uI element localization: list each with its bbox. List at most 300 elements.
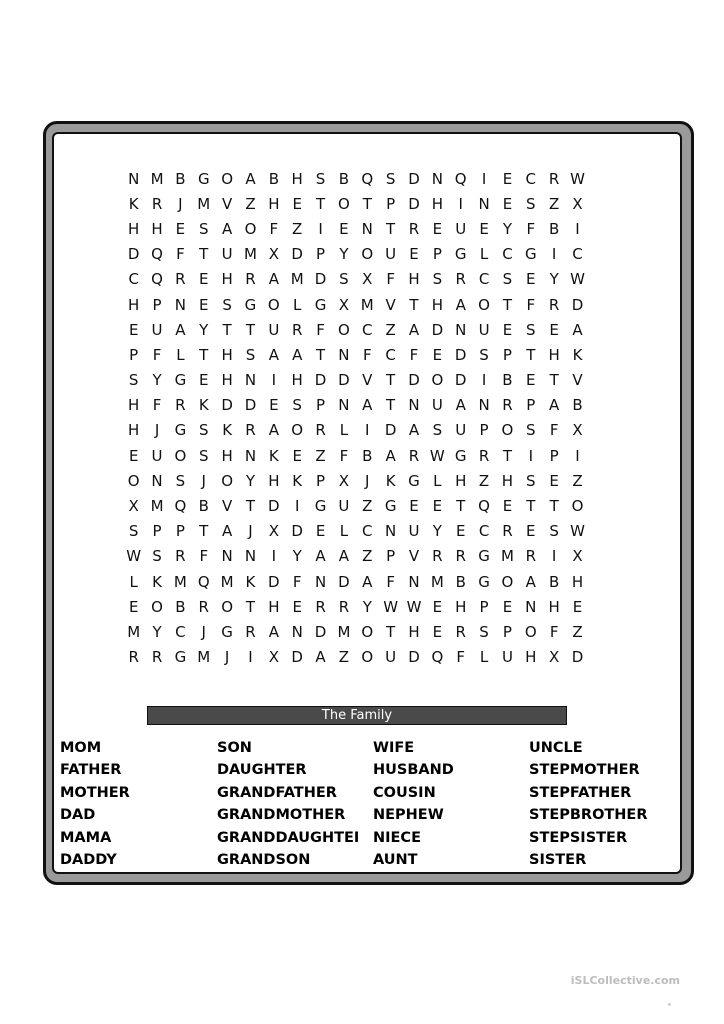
grid-letter[interactable]: G (478, 572, 490, 591)
grid-letter[interactable]: E (199, 270, 209, 289)
grid-letter[interactable]: Q (454, 169, 467, 188)
grid-letter[interactable]: Z (572, 622, 583, 641)
grid-letter[interactable]: N (314, 572, 327, 591)
grid-letter[interactable]: D (454, 371, 467, 390)
grid-letter[interactable]: M (290, 270, 304, 289)
grid-letter[interactable]: D (268, 572, 280, 591)
grid-letter[interactable]: H (548, 597, 560, 616)
grid-letter[interactable]: G (314, 295, 327, 314)
grid-letter[interactable]: E (292, 194, 302, 213)
grid-letter[interactable]: Y (292, 547, 302, 566)
grid-letter[interactable]: B (549, 572, 560, 591)
grid-letter[interactable]: J (365, 471, 370, 490)
grid-letter[interactable]: P (502, 345, 512, 364)
grid-letter[interactable]: N (385, 522, 397, 541)
grid-letter[interactable]: A (338, 547, 350, 566)
grid-letter[interactable]: X (572, 194, 583, 213)
grid-letter[interactable]: R (408, 219, 420, 238)
grid-letter[interactable]: D (408, 648, 420, 667)
grid-letter[interactable]: C (385, 345, 396, 364)
grid-letter[interactable]: S (526, 194, 536, 213)
grid-letter[interactable]: S (175, 471, 186, 490)
grid-letter[interactable]: H (128, 219, 140, 238)
grid-letter[interactable]: R (408, 446, 420, 465)
grid-letter[interactable]: Y (245, 471, 256, 490)
grid-letter[interactable]: A (315, 547, 326, 566)
grid-letter[interactable]: F (386, 270, 395, 289)
grid-letter[interactable]: F (549, 421, 559, 440)
grid-letter[interactable]: U (455, 421, 467, 440)
grid-letter[interactable]: E (479, 219, 489, 238)
grid-letter[interactable]: G (174, 421, 187, 440)
grid-letter[interactable]: O (291, 421, 304, 440)
grid-letter[interactable]: U (221, 245, 233, 264)
grid-letter[interactable]: T (386, 219, 396, 238)
grid-letter[interactable]: E (526, 270, 536, 289)
grid-letter[interactable]: M (150, 497, 164, 516)
grid-letter[interactable]: D (314, 270, 327, 289)
grid-letter[interactable]: T (245, 497, 256, 516)
grid-letter[interactable]: H (455, 471, 467, 490)
grid-letter[interactable]: X (572, 547, 583, 566)
grid-letter[interactable]: F (526, 219, 536, 238)
grid-letter[interactable]: R (245, 270, 256, 289)
grid-letter[interactable]: P (316, 471, 326, 490)
grid-letter[interactable]: P (129, 345, 139, 364)
grid-letter[interactable]: D (291, 522, 303, 541)
grid-letter[interactable]: N (478, 396, 490, 415)
grid-letter[interactable]: R (151, 648, 163, 667)
grid-letter[interactable]: S (198, 219, 209, 238)
grid-letter[interactable]: R (478, 446, 490, 465)
grid-letter[interactable]: R (525, 547, 536, 566)
grid-letter[interactable]: T (386, 622, 396, 641)
grid-letter[interactable]: R (502, 396, 513, 415)
grid-letter[interactable]: K (222, 421, 233, 440)
grid-letter[interactable]: I (481, 371, 487, 390)
grid-letter[interactable]: F (199, 547, 209, 566)
grid-letter[interactable]: J (248, 522, 253, 541)
grid-letter[interactable]: D (408, 371, 420, 390)
grid-letter[interactable]: H (268, 471, 280, 490)
grid-letter[interactable]: K (385, 471, 396, 490)
grid-letter[interactable]: R (315, 597, 326, 616)
grid-letter[interactable]: N (128, 169, 140, 188)
grid-letter[interactable]: X (338, 471, 350, 490)
grid-letter[interactable]: G (408, 471, 420, 490)
grid-letter[interactable]: R (175, 547, 186, 566)
grid-letter[interactable]: N (408, 396, 420, 415)
grid-letter[interactable]: A (408, 320, 420, 339)
grid-letter[interactable]: F (339, 446, 349, 465)
grid-letter[interactable]: B (455, 572, 466, 591)
grid-letter[interactable]: S (526, 320, 536, 339)
grid-letter[interactable]: O (501, 572, 514, 591)
grid-letter[interactable]: H (431, 194, 443, 213)
grid-letter[interactable]: E (409, 245, 419, 264)
grid-letter[interactable]: F (176, 245, 185, 264)
grid-letter[interactable]: P (526, 396, 536, 415)
grid-letter[interactable]: S (526, 421, 536, 440)
grid-letter[interactable]: H (291, 371, 303, 390)
grid-letter[interactable]: R (245, 421, 256, 440)
grid-letter[interactable]: K (292, 471, 303, 490)
grid-letter[interactable]: C (478, 522, 490, 541)
grid-letter[interactable]: T (502, 446, 513, 465)
grid-letter[interactable]: K (152, 572, 162, 591)
grid-letter[interactable]: A (362, 572, 373, 591)
grid-letter[interactable]: F (152, 345, 162, 364)
grid-letter[interactable]: Q (361, 169, 374, 188)
grid-letter[interactable]: E (128, 597, 139, 616)
grid-letter[interactable]: T (222, 320, 232, 339)
grid-letter[interactable]: T (526, 497, 536, 516)
grid-letter[interactable]: N (455, 320, 467, 339)
grid-letter[interactable]: S (479, 345, 489, 364)
grid-letter[interactable]: Y (152, 371, 162, 390)
grid-letter[interactable]: Y (339, 245, 349, 264)
grid-letter[interactable]: T (315, 345, 326, 364)
grid-letter[interactable]: V (221, 194, 233, 213)
grid-letter[interactable]: B (198, 497, 209, 516)
grid-letter[interactable]: X (572, 421, 583, 440)
grid-letter[interactable]: A (245, 169, 256, 188)
grid-letter[interactable]: O (221, 471, 234, 490)
grid-letter[interactable]: B (338, 169, 350, 188)
grid-letter[interactable]: N (338, 345, 350, 364)
grid-letter[interactable]: M (360, 295, 374, 314)
grid-letter[interactable]: V (221, 497, 233, 516)
grid-letter[interactable]: E (502, 320, 513, 339)
grid-letter[interactable]: Y (549, 270, 559, 289)
grid-letter[interactable]: T (526, 345, 536, 364)
grid-letter[interactable]: O (338, 320, 350, 339)
grid-letter[interactable]: F (386, 572, 395, 591)
grid-letter[interactable]: S (479, 622, 489, 641)
grid-letter[interactable]: N (525, 597, 537, 616)
grid-letter[interactable]: G (221, 622, 233, 641)
grid-letter[interactable]: K (198, 396, 209, 415)
grid-letter[interactable]: G (244, 295, 257, 314)
grid-letter[interactable]: X (362, 270, 373, 289)
grid-letter[interactable]: G (454, 245, 467, 264)
grid-letter[interactable]: H (268, 597, 280, 616)
grid-letter[interactable]: G (314, 497, 327, 516)
grid-letter[interactable]: A (268, 270, 279, 289)
grid-letter[interactable]: Z (362, 497, 373, 516)
grid-letter[interactable]: E (409, 497, 419, 516)
grid-letter[interactable]: S (549, 522, 559, 541)
grid-letter[interactable]: D (244, 396, 257, 415)
grid-letter[interactable]: P (386, 194, 396, 213)
grid-letter[interactable]: R (151, 194, 163, 213)
grid-letter[interactable]: P (502, 622, 512, 641)
grid-letter[interactable]: C (362, 320, 373, 339)
grid-letter[interactable]: Y (362, 597, 372, 616)
grid-letter[interactable]: H (408, 622, 420, 641)
grid-letter[interactable]: W (570, 169, 585, 188)
grid-letter[interactable]: E (549, 471, 559, 490)
grid-letter[interactable]: E (502, 597, 513, 616)
grid-letter[interactable]: S (292, 396, 302, 415)
grid-letter[interactable]: T (549, 497, 559, 516)
grid-letter[interactable]: H (221, 270, 233, 289)
grid-letter[interactable]: X (268, 245, 279, 264)
grid-letter[interactable]: T (315, 194, 326, 213)
grid-letter[interactable]: N (361, 219, 373, 238)
grid-letter[interactable]: I (248, 648, 253, 667)
grid-letter[interactable]: M (197, 194, 211, 213)
grid-letter[interactable]: S (198, 421, 209, 440)
grid-letter[interactable]: E (315, 522, 326, 541)
grid-letter[interactable]: Z (315, 446, 326, 465)
grid-letter[interactable]: U (385, 648, 397, 667)
grid-letter[interactable]: S (198, 446, 209, 465)
grid-letter[interactable]: K (268, 446, 279, 465)
grid-letter[interactable]: M (197, 648, 211, 667)
grid-letter[interactable]: O (267, 295, 280, 314)
grid-letter[interactable]: R (198, 597, 209, 616)
grid-letter[interactable]: R (455, 622, 466, 641)
grid-letter[interactable]: I (458, 194, 463, 213)
grid-letter[interactable]: X (549, 648, 560, 667)
grid-letter[interactable]: J (201, 622, 206, 641)
grid-letter[interactable]: L (479, 245, 489, 264)
grid-letter[interactable]: B (175, 597, 186, 616)
grid-letter[interactable]: D (338, 572, 350, 591)
grid-letter[interactable]: Y (199, 320, 209, 339)
grid-letter[interactable]: H (128, 396, 140, 415)
grid-letter[interactable]: M (430, 572, 444, 591)
grid-letter[interactable]: F (456, 648, 466, 667)
grid-letter[interactable]: Y (152, 622, 162, 641)
grid-letter[interactable]: Z (245, 194, 256, 213)
grid-letter[interactable]: E (432, 622, 443, 641)
grid-letter[interactable]: A (221, 522, 233, 541)
grid-letter[interactable]: H (221, 446, 233, 465)
grid-letter[interactable]: F (549, 622, 559, 641)
grid-letter[interactable]: A (362, 396, 373, 415)
grid-letter[interactable]: E (526, 371, 536, 390)
grid-letter[interactable]: T (245, 320, 256, 339)
grid-letter[interactable]: H (571, 572, 584, 591)
grid-letter[interactable]: I (294, 497, 300, 516)
grid-letter[interactable]: G (197, 169, 210, 188)
grid-letter[interactable]: L (433, 471, 442, 490)
grid-letter[interactable]: W (570, 270, 585, 289)
grid-letter[interactable]: P (316, 245, 326, 264)
grid-letter[interactable]: S (128, 371, 139, 390)
grid-letter[interactable]: Q (151, 270, 163, 289)
grid-letter[interactable]: D (571, 295, 584, 314)
grid-letter[interactable]: W (126, 547, 142, 566)
grid-letter[interactable]: G (384, 497, 397, 516)
grid-letter[interactable]: O (431, 371, 444, 390)
grid-letter[interactable]: E (502, 194, 513, 213)
grid-letter[interactable]: A (268, 345, 279, 364)
grid-letter[interactable]: T (502, 295, 513, 314)
grid-letter[interactable]: S (315, 169, 326, 188)
grid-letter[interactable]: R (315, 421, 326, 440)
grid-letter[interactable]: E (432, 219, 443, 238)
grid-letter[interactable]: H (431, 295, 443, 314)
grid-letter[interactable]: H (221, 371, 233, 390)
grid-letter[interactable]: E (339, 219, 349, 238)
grid-letter[interactable]: C (572, 245, 583, 264)
grid-letter[interactable]: S (432, 421, 443, 440)
grid-letter[interactable]: E (199, 295, 209, 314)
grid-letter[interactable]: F (362, 345, 372, 364)
grid-letter[interactable]: V (408, 547, 420, 566)
grid-letter[interactable]: J (224, 648, 230, 667)
grid-letter[interactable]: Q (431, 648, 444, 667)
grid-letter[interactable]: H (525, 648, 537, 667)
grid-letter[interactable]: T (199, 245, 209, 264)
grid-letter[interactable]: S (432, 270, 443, 289)
grid-letter[interactable]: O (127, 471, 140, 490)
grid-letter[interactable]: B (502, 371, 513, 390)
grid-letter[interactable]: I (528, 446, 533, 465)
grid-letter[interactable]: Z (292, 219, 303, 238)
grid-letter[interactable]: T (386, 371, 396, 390)
grid-letter[interactable]: N (221, 547, 233, 566)
grid-letter[interactable]: E (199, 371, 209, 390)
grid-letter[interactable]: U (268, 320, 280, 339)
grid-letter[interactable]: Y (432, 522, 442, 541)
grid-letter[interactable]: N (291, 622, 303, 641)
grid-letter[interactable]: D (221, 396, 233, 415)
grid-letter[interactable]: R (175, 396, 186, 415)
grid-letter[interactable]: M (127, 622, 141, 641)
grid-letter[interactable]: G (174, 648, 187, 667)
grid-letter[interactable]: F (409, 345, 419, 364)
grid-letter[interactable]: A (315, 648, 326, 667)
grid-letter[interactable]: G (478, 547, 490, 566)
grid-letter[interactable]: D (454, 345, 467, 364)
grid-letter[interactable]: D (571, 648, 584, 667)
grid-letter[interactable]: E (502, 497, 513, 516)
grid-letter[interactable]: R (455, 547, 466, 566)
grid-letter[interactable]: E (526, 522, 536, 541)
grid-letter[interactable]: A (455, 295, 466, 314)
grid-letter[interactable]: M (500, 547, 514, 566)
grid-letter[interactable]: U (385, 245, 397, 264)
grid-letter[interactable]: L (293, 295, 302, 314)
grid-letter[interactable]: K (572, 345, 583, 364)
grid-letter[interactable]: N (338, 396, 350, 415)
grid-letter[interactable]: E (292, 597, 302, 616)
grid-letter[interactable]: H (501, 471, 514, 490)
grid-letter[interactable]: U (338, 497, 350, 516)
grid-letter[interactable]: C (128, 270, 139, 289)
grid-letter[interactable]: P (152, 522, 162, 541)
grid-letter[interactable]: L (129, 572, 138, 591)
grid-letter[interactable]: J (178, 194, 183, 213)
grid-letter[interactable]: P (152, 295, 162, 314)
grid-letter[interactable]: R (502, 522, 513, 541)
grid-letter[interactable]: P (479, 597, 489, 616)
grid-letter[interactable]: N (244, 446, 257, 465)
grid-letter[interactable]: M (244, 245, 257, 264)
grid-letter[interactable]: C (175, 622, 186, 641)
grid-letter[interactable]: C (478, 270, 490, 289)
grid-letter[interactable]: J (201, 471, 206, 490)
grid-letter[interactable]: R (455, 270, 466, 289)
grid-letter[interactable]: F (269, 219, 279, 238)
grid-letter[interactable]: Z (385, 320, 396, 339)
grid-letter[interactable]: D (314, 622, 327, 641)
grid-letter[interactable]: A (549, 396, 560, 415)
grid-letter[interactable]: F (316, 320, 325, 339)
grid-letter[interactable]: E (549, 320, 559, 339)
grid-letter[interactable]: I (365, 421, 370, 440)
grid-letter[interactable]: H (291, 169, 303, 188)
grid-letter[interactable]: T (199, 345, 209, 364)
grid-letter[interactable]: S (152, 547, 162, 566)
grid-letter[interactable]: O (501, 421, 514, 440)
grid-letter[interactable]: M (173, 572, 187, 591)
grid-letter[interactable]: Z (338, 648, 350, 667)
grid-letter[interactable]: E (269, 396, 279, 415)
grid-letter[interactable]: H (268, 194, 280, 213)
grid-letter[interactable]: X (268, 648, 279, 667)
grid-letter[interactable]: D (291, 648, 303, 667)
grid-letter[interactable]: K (245, 572, 256, 591)
grid-letter[interactable]: D (431, 320, 444, 339)
grid-letter[interactable]: S (222, 295, 232, 314)
grid-letter[interactable]: A (408, 421, 420, 440)
grid-letter[interactable]: A (268, 622, 279, 641)
grid-letter[interactable]: V (362, 371, 373, 390)
grid-letter[interactable]: D (408, 194, 420, 213)
grid-letter[interactable]: M (220, 572, 234, 591)
grid-letter[interactable]: S (385, 169, 396, 188)
grid-letter[interactable]: W (406, 597, 422, 616)
grid-letter[interactable]: C (525, 169, 537, 188)
grid-letter[interactable]: P (175, 522, 185, 541)
grid-letter[interactable]: P (316, 396, 326, 415)
grid-letter[interactable]: N (151, 471, 163, 490)
grid-letter[interactable]: W (570, 522, 585, 541)
grid-letter[interactable]: B (572, 396, 583, 415)
grid-letter[interactable]: D (384, 421, 397, 440)
grid-letter[interactable]: R (548, 295, 560, 314)
grid-letter[interactable]: W (429, 446, 445, 465)
grid-letter[interactable]: E (128, 320, 139, 339)
grid-letter[interactable]: O (338, 194, 350, 213)
grid-letter[interactable]: Z (362, 547, 373, 566)
grid-letter[interactable]: H (221, 345, 233, 364)
grid-letter[interactable]: O (571, 497, 584, 516)
grid-letter[interactable]: J (154, 421, 160, 440)
grid-letter[interactable]: E (502, 169, 513, 188)
grid-letter[interactable]: Z (549, 194, 560, 213)
grid-letter[interactable]: U (151, 446, 163, 465)
grid-letter[interactable]: I (271, 371, 277, 390)
grid-letter[interactable]: U (501, 648, 513, 667)
grid-letter[interactable]: T (456, 497, 466, 516)
grid-letter[interactable]: R (548, 169, 560, 188)
grid-letter[interactable]: D (408, 169, 420, 188)
grid-letter[interactable]: N (174, 295, 187, 314)
grid-letter[interactable]: N (244, 371, 257, 390)
grid-letter[interactable]: E (128, 446, 139, 465)
grid-letter[interactable]: R (245, 622, 256, 641)
grid-letter[interactable]: U (151, 320, 163, 339)
grid-letter[interactable]: I (481, 169, 487, 188)
grid-letter[interactable]: R (175, 270, 186, 289)
grid-letter[interactable]: O (221, 597, 234, 616)
